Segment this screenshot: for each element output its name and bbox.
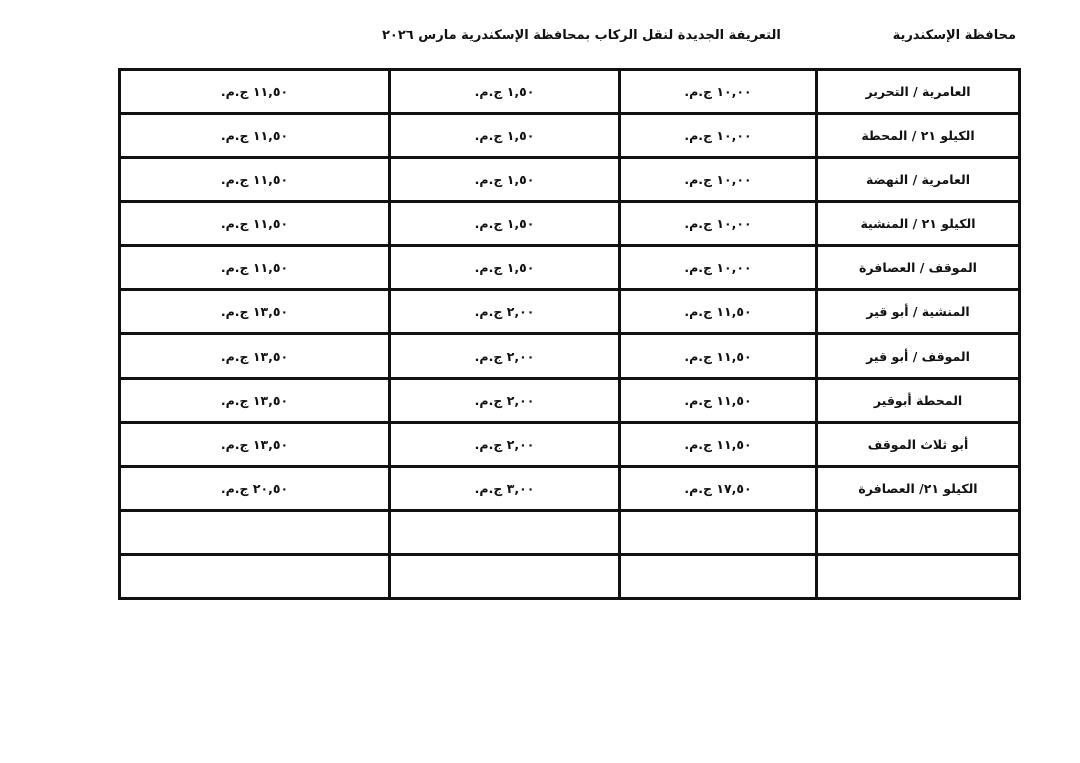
table-row bbox=[120, 510, 1020, 554]
route-cell bbox=[817, 510, 1020, 554]
table-row bbox=[120, 290, 1020, 334]
table-row bbox=[120, 422, 1020, 466]
route-cell: العامرية / النهضة bbox=[817, 158, 1020, 202]
new-fare-cell: ١١,٥٠ ج.م. bbox=[120, 114, 390, 158]
increase-cell: ١,٥٠ ج.م. bbox=[390, 114, 620, 158]
increase-cell: ٢,٠٠ ج.م. bbox=[390, 422, 620, 466]
increase-cell: ١,٥٠ ج.م. bbox=[390, 70, 620, 114]
new-fare-cell: ١٣,٥٠ ج.م. bbox=[120, 422, 390, 466]
increase-cell bbox=[390, 510, 620, 554]
increase-cell: ٢,٠٠ ج.م. bbox=[390, 290, 620, 334]
route-cell: الكيلو ٢١ / المحطة bbox=[817, 114, 1020, 158]
route-cell: العامرية / التحرير bbox=[817, 70, 1020, 114]
fare-table-body bbox=[120, 70, 1020, 599]
increase-cell: ١,٥٠ ج.م. bbox=[390, 158, 620, 202]
old-fare-cell: ١١,٥٠ ج.م. bbox=[620, 334, 817, 378]
route-cell: الموقف / العصافرة bbox=[817, 246, 1020, 290]
route-cell: أبو ثلاث الموقف bbox=[817, 422, 1020, 466]
route-cell: المحطة أبوقير bbox=[817, 378, 1020, 422]
table-row bbox=[120, 246, 1020, 290]
route-cell: المنشية / أبو قير bbox=[817, 290, 1020, 334]
table-row bbox=[120, 70, 1020, 114]
old-fare-cell bbox=[620, 510, 817, 554]
table-row bbox=[120, 466, 1020, 510]
fare-table bbox=[118, 68, 1021, 600]
increase-cell bbox=[390, 554, 620, 598]
route-cell: الكيلو ٢١ / المنشية bbox=[817, 202, 1020, 246]
new-fare-cell: ١٣,٥٠ ج.م. bbox=[120, 290, 390, 334]
new-fare-cell: ١٣,٥٠ ج.م. bbox=[120, 378, 390, 422]
route-cell: الكيلو ٢١/ العصافرة bbox=[817, 466, 1020, 510]
table-row bbox=[120, 158, 1020, 202]
old-fare-cell: ١٠,٠٠ ج.م. bbox=[620, 246, 817, 290]
old-fare-cell: ١٠,٠٠ ج.م. bbox=[620, 158, 817, 202]
new-fare-cell: ١١,٥٠ ج.م. bbox=[120, 70, 390, 114]
new-fare-cell: ١٣,٥٠ ج.م. bbox=[120, 334, 390, 378]
old-fare-cell: ١٧,٥٠ ج.م. bbox=[620, 466, 817, 510]
new-fare-cell bbox=[120, 554, 390, 598]
table-row bbox=[120, 114, 1020, 158]
new-fare-cell: ٢٠,٥٠ ج.م. bbox=[120, 466, 390, 510]
table-row bbox=[120, 378, 1020, 422]
increase-cell: ١,٥٠ ج.م. bbox=[390, 202, 620, 246]
table-row bbox=[120, 334, 1020, 378]
new-fare-cell: ١١,٥٠ ج.م. bbox=[120, 158, 390, 202]
governorate-label: محافظة الإسكندرية bbox=[892, 28, 1016, 43]
new-fare-cell bbox=[120, 510, 390, 554]
increase-cell: ٣,٠٠ ج.م. bbox=[390, 466, 620, 510]
route-cell bbox=[817, 554, 1020, 598]
increase-cell: ٢,٠٠ ج.م. bbox=[390, 378, 620, 422]
old-fare-cell: ١٠,٠٠ ج.م. bbox=[620, 114, 817, 158]
table-row bbox=[120, 554, 1020, 598]
increase-cell: ١,٥٠ ج.م. bbox=[390, 246, 620, 290]
old-fare-cell: ١١,٥٠ ج.م. bbox=[620, 290, 817, 334]
increase-cell: ٢,٠٠ ج.م. bbox=[390, 334, 620, 378]
route-cell: الموقف / أبو قير bbox=[817, 334, 1020, 378]
table-row bbox=[120, 202, 1020, 246]
old-fare-cell: ١٠,٠٠ ج.م. bbox=[620, 70, 817, 114]
old-fare-cell: ١١,٥٠ ج.م. bbox=[620, 378, 817, 422]
old-fare-cell bbox=[620, 554, 817, 598]
old-fare-cell: ١١,٥٠ ج.م. bbox=[620, 422, 817, 466]
old-fare-cell: ١٠,٠٠ ج.م. bbox=[620, 202, 817, 246]
page-title: التعريفة الجديدة لنقل الركاب بمحافظة الإسكندرية مارس ٢٠٢٦ bbox=[382, 28, 781, 43]
new-fare-cell: ١١,٥٠ ج.م. bbox=[120, 202, 390, 246]
new-fare-cell: ١١,٥٠ ج.م. bbox=[120, 246, 390, 290]
